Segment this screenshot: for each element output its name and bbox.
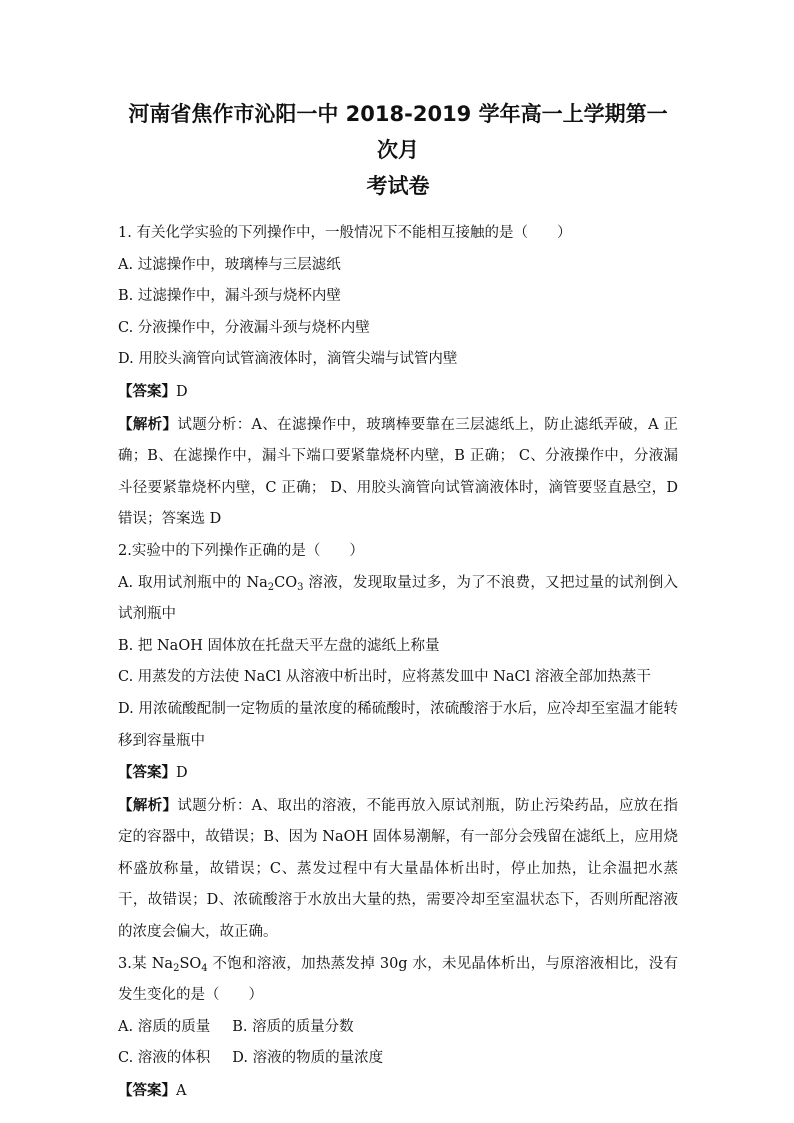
q3-stem [118,949,678,1012]
q1-analysis [118,409,678,536]
q2-option-a [118,568,678,631]
q2-option-a-pre: A. 取用试剂瓶中的 Na [118,574,268,591]
q2-answer-tag: 【答案】 [118,764,176,782]
q3-stem-mid: SO [179,955,202,972]
q3-option-b: B. 溶质的质量分数 [232,1018,354,1035]
q3-answer [118,1075,678,1108]
exam-title-line2: 考试卷 [366,174,430,198]
q2-option-a-sub1: 2 [267,581,275,593]
q1-answer-value: D [176,383,188,400]
q2-answer [118,757,678,790]
q2-option-a-post: 溶液，发现取量过多，为了不浪费，又把过量的试剂倒入试剂瓶中 [118,574,679,623]
q1-option-b: B. 过滤操作中，漏斗颈与烧杯内壁 [118,288,341,305]
exam-title-line1: 河南省焦作市沁阳一中 2018-2019 学年高一上学期第一次月 [128,102,668,162]
q2-analysis [118,790,678,949]
q3-stem-post: 不饱和溶液，加热蒸发掉 30g 水，未见晶体析出，与原溶液相比，没有发生变化的是（ ） [118,955,678,1004]
q3-answer-value: A [176,1083,187,1100]
q2-option-c: C. 用蒸发的方法使 NaCl 从溶液中析出时，应将蒸发皿中 NaCl 溶液全部加热蒸干 [118,669,651,686]
q3-option-a: A. 溶质的质量 [118,1018,211,1035]
q3-options-row-1 [118,1012,678,1044]
q3-stem-pre: 3.某 Na [118,955,174,972]
exam-page [118,96,678,1108]
q1-answer-tag: 【答案】 [118,382,176,400]
q3-stem-sub1: 2 [173,962,180,974]
q1-option-a: A. 过滤操作中，玻璃棒与三层滤纸 [118,256,341,273]
q2-option-b: B. 把 NaOH 固体放在托盘天平左盘的滤纸上称量 [118,637,440,654]
q1-option-d: D. 用胶头滴管向试管滴液体时，滴管尖端与试管内壁 [118,351,458,368]
q1-analysis-text: 试题分析：A、在滤操作中，玻璃棒要靠在三层滤纸上，防止滤纸弄破，A 正确；B、在滤操作中，漏斗下端口要紧靠烧杯内壁，B 正确； C、分液操作中，分液漏斗径要紧靠烧杯内壁，C 正确； D、用胶头滴管向试管滴液体时，滴管要竖直悬空，D 错误；答案选 D [118,416,679,528]
q2-option-a-mid: CO [274,574,298,591]
q2-stem: 2.实验中的下列操作正确的是（ ） [118,542,364,559]
q1-answer [118,376,678,409]
q3-options-row-2 [118,1043,678,1075]
q3-option-c: C. 溶液的体积 [118,1050,211,1067]
q3-option-d: D. 溶液的物质的量浓度 [232,1050,384,1067]
q2-option-a-sub2: 3 [297,581,304,593]
q2-option-d: D. 用浓硫酸配制一定物质的量浓度的稀硫酸时，浓硫酸溶于水后，应冷却至室温才能转移到容量瓶中 [118,700,678,749]
q1-analysis-tag: 【解析】 [118,415,178,433]
q2-analysis-text: 试题分析：A、取出的溶液，不能再放入原试剂瓶，防止污染药品，应放在指定的容器中，故错误；B、因为 NaOH 固体易潮解，有一部分会残留在滤纸上，应用烧杯盛放称量，故错误；C、蒸发过程中有大量晶体析出时，停止加热，让余温把水蒸干，故错误；D、浓硫酸溶于水放出大量的热，需要冷却至室温状态下，否则所配溶液的浓度会偏大，故正确。 [118,797,679,941]
q3-stem-sub2: 4 [201,962,208,974]
q1-stem: 1. 有关化学实验的下列操作中，一般情况下不能相互接触的是（ ） [118,225,572,241]
q2-answer-value: D [176,765,188,782]
exam-title [118,96,678,204]
q1-option-c: C. 分液操作中，分液漏斗颈与烧杯内壁 [118,319,370,336]
q2-analysis-tag: 【解析】 [118,796,178,814]
q3-answer-tag: 【答案】 [118,1082,176,1100]
